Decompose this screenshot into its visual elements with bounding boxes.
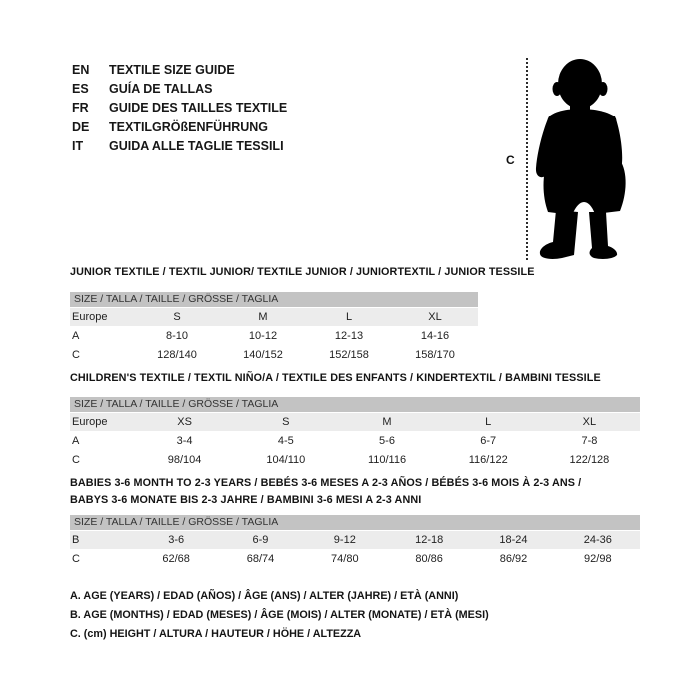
language-code: DE: [72, 120, 90, 134]
size-cell: 98/104: [167, 454, 202, 466]
size-cell: 128/140: [157, 349, 197, 361]
language-code: ES: [72, 82, 89, 96]
table-row: [70, 432, 640, 451]
size-cell: 86/92: [499, 553, 528, 565]
section-title-children: CHILDREN'S TEXTILE / TEXTIL NIÑO/A / TEXTILE DES ENFANTS / KINDERTEXTIL / BAMBINI TESSILE: [70, 372, 601, 384]
language-label: GUIDA ALLE TAGLIE TESSILI: [109, 139, 284, 153]
language-code: IT: [72, 139, 84, 153]
size-cell: 62/68: [162, 553, 190, 565]
row-label: Europe: [72, 416, 108, 428]
language-label: GUIDE DES TAILLES TEXTILE: [109, 101, 288, 115]
size-cell: L: [485, 416, 492, 428]
size-cell: M: [258, 311, 268, 323]
language-row: [72, 118, 287, 137]
table-row: [70, 550, 640, 569]
size-cell: 7-8: [581, 435, 598, 447]
measure-label-c: C: [506, 153, 515, 167]
legend-line-b: B. AGE (MONTHS) / EDAD (MESES) / ÂGE (MOIS) / ALTER (MONATE) / ETÀ (MESI): [70, 609, 489, 621]
table-row: [70, 531, 640, 550]
table-row: [70, 308, 478, 327]
height-measure-line: [526, 58, 528, 260]
size-cell: 68/74: [246, 553, 275, 565]
children-size-table: [70, 397, 640, 470]
table-row: [70, 346, 478, 365]
size-cell: S: [282, 416, 290, 428]
row-label: C: [72, 553, 80, 565]
size-cell: 9-12: [333, 534, 356, 546]
row-label: C: [72, 349, 80, 361]
size-cell: XS: [177, 416, 192, 428]
size-cell: 6-9: [252, 534, 269, 546]
size-cell: 12-18: [415, 534, 444, 546]
size-cell: 14-16: [420, 330, 450, 342]
legend-line-a: A. AGE (YEARS) / EDAD (AÑOS) / ÂGE (ANS) / ALTER (JAHRE) / ETÀ (ANNI): [70, 590, 459, 602]
size-cell: S: [173, 311, 181, 323]
size-cell: 4-5: [277, 435, 294, 447]
table-row: [70, 327, 478, 346]
size-cell: XL: [582, 416, 597, 428]
language-row: [72, 80, 287, 99]
toddler-silhouette-icon: [532, 56, 632, 261]
size-table-header: SIZE / TALLA / TAILLE / GRÖSSE / TAGLIA: [70, 397, 640, 412]
table-row: [70, 451, 640, 470]
size-cell: 8-10: [165, 330, 189, 342]
size-cell: 116/122: [468, 454, 508, 466]
language-label: TEXTILGRÖßENFÜHRUNG: [109, 120, 269, 134]
size-cell: 3-4: [176, 435, 193, 447]
junior-size-table: [70, 292, 478, 365]
size-cell: 10-12: [248, 330, 278, 342]
size-cell: 18-24: [499, 534, 528, 546]
language-row: [72, 99, 287, 118]
language-row: [72, 61, 287, 80]
row-label: A: [72, 330, 80, 342]
size-cell: M: [382, 416, 392, 428]
size-cell: 5-6: [379, 435, 395, 447]
legend-block: [70, 587, 489, 644]
size-cell: 24-36: [583, 534, 612, 546]
section-title-junior: JUNIOR TEXTILE / TEXTIL JUNIOR/ TEXTILE JUNIOR / JUNIORTEXTIL / JUNIOR TESSILE: [70, 266, 535, 278]
size-cell: 92/98: [584, 553, 612, 565]
size-cell: 110/116: [367, 454, 407, 466]
row-label: Europe: [72, 311, 108, 323]
size-table-header: SIZE / TALLA / TAILLE / GRÖSSE / TAGLIA: [70, 515, 640, 530]
size-cell: XL: [428, 311, 442, 323]
figure-area: [500, 54, 660, 266]
language-row: [72, 137, 287, 156]
language-code: FR: [72, 101, 89, 115]
row-label: C: [72, 454, 80, 466]
size-cell: 74/80: [331, 553, 359, 565]
legend-line-c: C. (cm) HEIGHT / ALTURA / HAUTEUR / HÖHE / ALTEZZA: [70, 628, 362, 640]
size-cell: L: [345, 311, 353, 323]
language-code: EN: [72, 63, 90, 77]
size-table-header: SIZE / TALLA / TAILLE / GRÖSSE / TAGLIA: [70, 292, 478, 307]
language-block: [72, 61, 287, 156]
section-title-babies: BABIES 3-6 MONTH TO 2-3 YEARS / BEBÉS 3-6 MESES A 2-3 AÑOS / BÉBÉS 3-6 MOIS À 2-3 ANS / BABYS 3-6 MONATE BIS 2-3 JAHRE / BAMBINI 3-6 MESI A 2-3 ANNI: [70, 477, 582, 506]
size-cell: 80/86: [415, 553, 443, 565]
size-cell: 6-7: [480, 435, 497, 447]
size-cell: 152/158: [329, 349, 369, 361]
language-label: GUÍA DE TALLAS: [109, 82, 213, 96]
size-cell: 140/152: [243, 349, 283, 361]
size-cell: 12-13: [334, 330, 364, 342]
size-cell: 122/128: [569, 454, 610, 466]
table-row: [70, 413, 640, 432]
row-label: B: [72, 534, 80, 546]
size-cell: 158/170: [415, 349, 455, 361]
size-cell: 3-6: [168, 534, 185, 546]
row-label: A: [72, 435, 80, 447]
babies-size-table: [70, 515, 640, 569]
language-label: TEXTILE SIZE GUIDE: [109, 63, 235, 77]
size-cell: 104/110: [266, 454, 306, 466]
